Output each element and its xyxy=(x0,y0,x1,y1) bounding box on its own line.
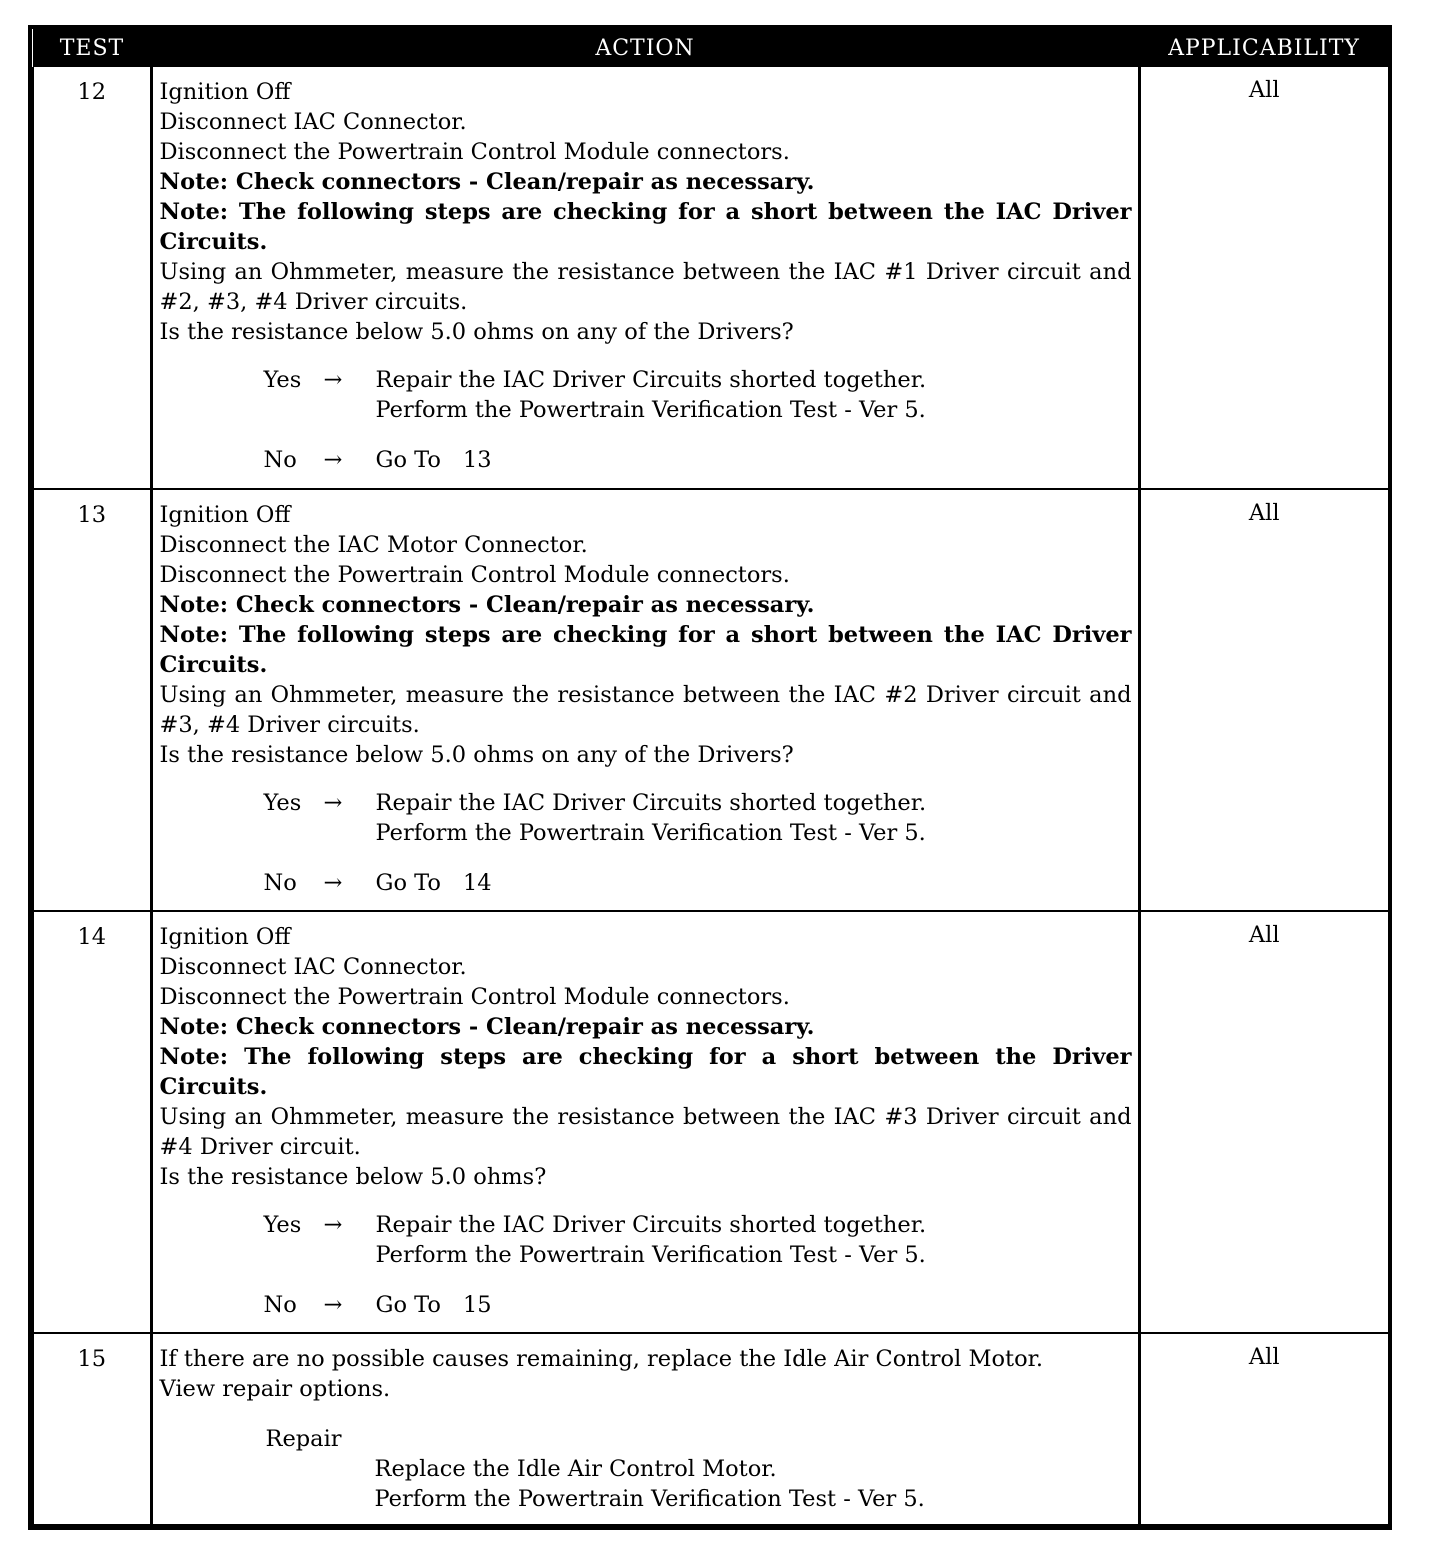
diagnostic-test-table xyxy=(28,25,1392,1530)
table-row xyxy=(33,911,1389,1333)
yes-answer xyxy=(264,1210,1132,1270)
header-applicability: APPLICABILITY xyxy=(1139,29,1389,67)
yes-action-line: Repair the IAC Driver Circuits shorted together. xyxy=(375,367,927,393)
action-line: Disconnect the Powertrain Control Module connectors. xyxy=(159,562,790,588)
action-line: Ignition Off xyxy=(159,502,291,528)
applicability-value: All xyxy=(1139,489,1389,911)
note-line: Note: Check connectors - Clean/repair as necessary. xyxy=(159,169,815,195)
yes-label: Yes xyxy=(263,1212,302,1238)
goto-text: Go To xyxy=(375,870,441,896)
yes-answer xyxy=(264,365,1132,425)
yes-label: Yes xyxy=(263,367,302,393)
action-line: Disconnect the Powertrain Control Module connectors. xyxy=(159,139,790,165)
action-cell xyxy=(151,67,1139,489)
table-header xyxy=(33,29,1389,67)
goto-text: Go To xyxy=(375,1292,441,1318)
right-arrow-icon: → xyxy=(323,790,343,816)
table-row xyxy=(33,489,1389,911)
action-line: View repair options. xyxy=(159,1376,391,1402)
right-arrow-icon: → xyxy=(323,1292,343,1318)
action-line: Disconnect IAC Connector. xyxy=(159,109,467,135)
note-line: Note: Check connectors - Clean/repair as necessary. xyxy=(159,1014,815,1040)
applicability-value: All xyxy=(1139,1333,1389,1525)
yes-action-line: Repair the IAC Driver Circuits shorted together. xyxy=(375,1212,927,1238)
goto-target: 13 xyxy=(462,447,492,473)
goto-target: 15 xyxy=(462,1292,492,1318)
repair-label: Repair xyxy=(265,1426,342,1452)
action-line: If there are no possible causes remaining, replace the Idle Air Control Motor. xyxy=(159,1346,1044,1372)
yes-action-line: Perform the Powertrain Verification Test - Ver 5. xyxy=(375,397,926,423)
right-arrow-icon: → xyxy=(323,367,343,393)
note-line: Note: The following steps are checking for a short between the IAC Driver Circuits. xyxy=(159,199,1132,255)
question-line: Is the resistance below 5.0 ohms on any of the Drivers? xyxy=(159,319,794,345)
no-answer xyxy=(264,1290,1132,1320)
test-number: 14 xyxy=(33,911,151,1333)
test-table xyxy=(32,29,1390,1526)
header-action: ACTION xyxy=(151,29,1139,67)
yes-action-line: Perform the Powertrain Verification Test - Ver 5. xyxy=(375,820,926,846)
goto-text: Go To xyxy=(375,447,441,473)
no-label: No xyxy=(263,870,297,896)
repair-line: Replace the Idle Air Control Motor. xyxy=(374,1456,777,1482)
instruction-line: Using an Ohmmeter, measure the resistance between the IAC #2 Driver circuit and #3, #4 Driver circuits. xyxy=(159,682,1132,738)
question-line: Is the resistance below 5.0 ohms? xyxy=(159,1164,547,1190)
question-line: Is the resistance below 5.0 ohms on any of the Drivers? xyxy=(159,742,794,768)
yes-answer xyxy=(264,788,1132,848)
right-arrow-icon: → xyxy=(323,1212,343,1238)
goto-target: 14 xyxy=(462,870,492,896)
no-label: No xyxy=(263,447,297,473)
test-number: 12 xyxy=(33,67,151,489)
instruction-line: Using an Ohmmeter, measure the resistance between the IAC #3 Driver circuit and #4 Driver circuit. xyxy=(159,1104,1132,1160)
action-line: Disconnect the Powertrain Control Module connectors. xyxy=(159,984,790,1010)
applicability-value: All xyxy=(1139,67,1389,489)
test-number: 13 xyxy=(33,489,151,911)
no-answer xyxy=(264,445,1132,475)
note-line: Note: The following steps are checking for a short between the IAC Driver Circuits. xyxy=(159,622,1132,678)
applicability-value: All xyxy=(1139,911,1389,1333)
repair-line: Perform the Powertrain Verification Test - Ver 5. xyxy=(374,1486,925,1512)
action-cell xyxy=(151,911,1139,1333)
yes-action-line: Perform the Powertrain Verification Test - Ver 5. xyxy=(375,1242,926,1268)
note-line: Note: Check connectors - Clean/repair as necessary. xyxy=(159,592,815,618)
note-line: Note: The following steps are checking for a short between the Driver Circuits. xyxy=(159,1044,1132,1100)
no-label: No xyxy=(263,1292,297,1318)
action-line: Disconnect the IAC Motor Connector. xyxy=(159,532,588,558)
action-line: Ignition Off xyxy=(159,79,291,105)
table-row xyxy=(33,1333,1389,1525)
yes-action-line: Repair the IAC Driver Circuits shorted together. xyxy=(375,790,927,816)
instruction-line: Using an Ohmmeter, measure the resistance between the IAC #1 Driver circuit and #2, #3, #4 Driver circuits. xyxy=(159,259,1132,315)
action-line: Ignition Off xyxy=(159,924,291,950)
test-number: 15 xyxy=(33,1333,151,1525)
header-test: TEST xyxy=(33,29,151,67)
action-line: Disconnect IAC Connector. xyxy=(159,954,467,980)
action-cell xyxy=(151,1333,1139,1525)
table-row xyxy=(33,67,1389,489)
right-arrow-icon: → xyxy=(323,870,343,896)
yes-label: Yes xyxy=(263,790,302,816)
action-cell xyxy=(151,489,1139,911)
no-answer xyxy=(264,868,1132,898)
right-arrow-icon: → xyxy=(323,447,343,473)
